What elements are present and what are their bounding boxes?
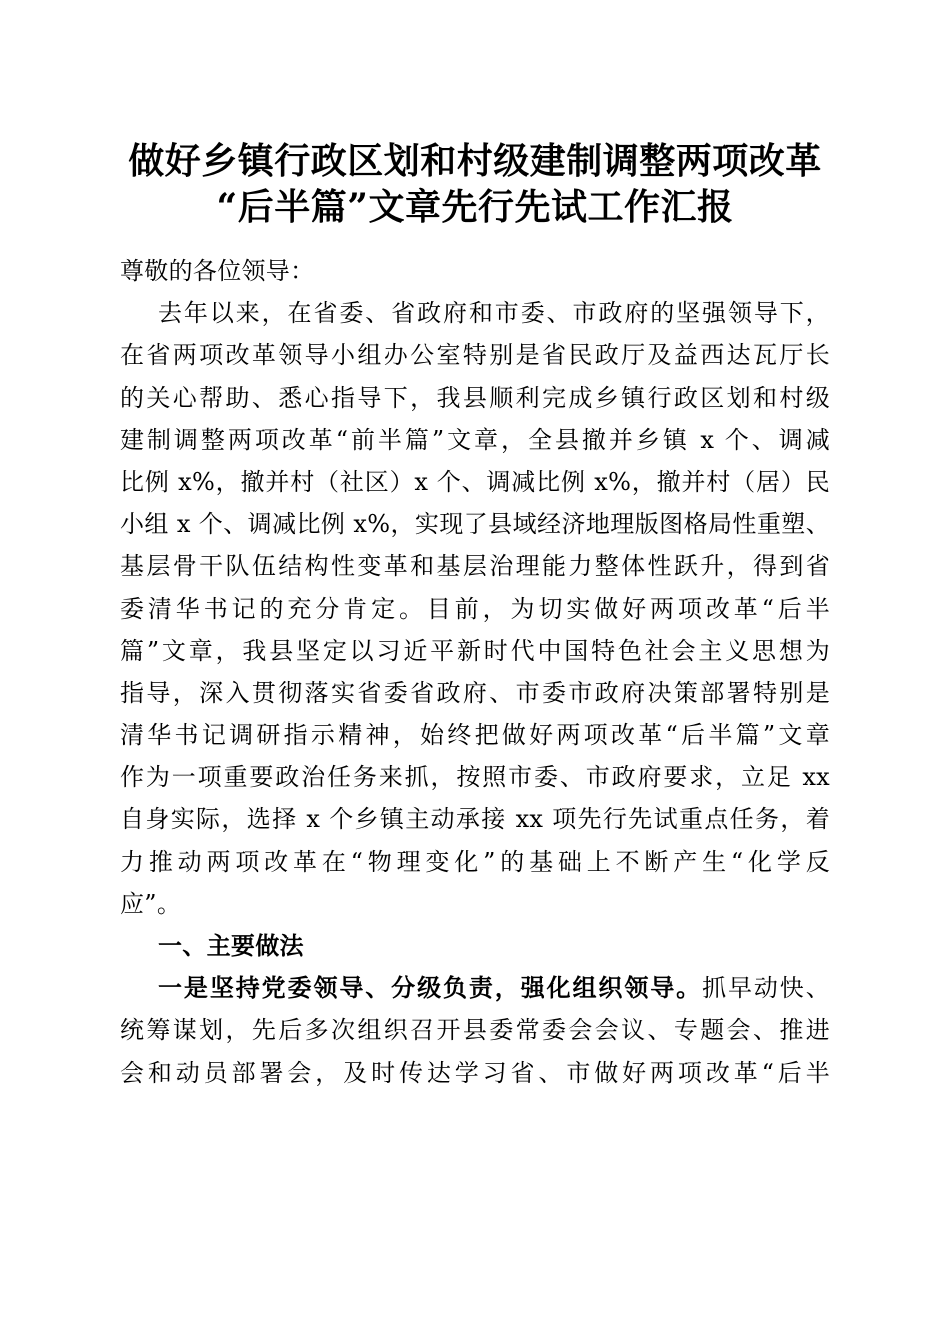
- paragraph-line: 建制调整两项改革“前半篇”文章，全县撤并乡镇 x 个、调减: [120, 425, 830, 454]
- document-body: [120, 250, 830, 1094]
- paragraph-line: 统筹谋划，先后多次组织召开县委常委会会议、专题会、推进: [120, 1016, 830, 1045]
- paragraph-2: [120, 967, 830, 1094]
- paragraph-line: 应”。: [120, 889, 182, 918]
- paragraph-line: 作为一项重要政治任务来抓，按照市委、市政府要求，立足 xx: [120, 763, 830, 792]
- paragraph-line: 在省两项改革领导小组办公室特别是省民政厅及益西达瓦厅长: [120, 341, 830, 370]
- paragraph-line: 的关心帮助、悉心指导下，我县顺利完成乡镇行政区划和村级: [120, 383, 830, 412]
- paragraph-line: 篇”文章，我县坚定以习近平新时代中国特色社会主义思想为: [120, 636, 830, 665]
- paragraph-line: 去年以来，在省委、省政府和市委、市政府的坚强领导下，: [158, 299, 830, 328]
- paragraph-line: 会和动员部署会，及时传达学习省、市做好两项改革“后半: [120, 1058, 830, 1087]
- document-title-line-1: 做好乡镇行政区划和村级建制调整两项改革: [128, 140, 822, 182]
- document-title-line-2: “后半篇”文章先行先试工作汇报: [216, 186, 734, 228]
- paragraph-line: 委清华书记的充分肯定。目前，为切实做好两项改革“后半: [120, 594, 830, 623]
- paragraph-line: 小组 x 个、调减比例 x%，实现了县域经济地理版图格局性重塑、: [120, 510, 830, 539]
- salutation: 尊敬的各位领导：: [120, 257, 315, 285]
- section-heading: 一、主要做法: [158, 932, 304, 960]
- paragraph-1: [120, 292, 830, 925]
- paragraph-line: 力推动两项改革在“物理变化”的基础上不断产生“化学反: [120, 847, 830, 876]
- paragraph-lead-rest: 抓早动快、: [702, 974, 830, 1003]
- paragraph-line: [120, 967, 830, 1009]
- paragraph-line: 基层骨干队伍结构性变革和基层治理能力整体性跃升，得到省: [120, 552, 830, 581]
- paragraph-line: 自身实际，选择 x 个乡镇主动承接 xx 项先行先试重点任务，着: [120, 805, 830, 834]
- paragraph-line: 比例 x%，撤并村（社区）x 个、调减比例 x%，撤并村（居）民: [120, 467, 830, 496]
- paragraph-line: 指导，深入贯彻落实省委省政府、市委市政府决策部署特别是: [120, 678, 830, 707]
- paragraph-lead-bold: 一是坚持党委领导、分级负责，强化组织领导。: [158, 973, 703, 1003]
- paragraph-line: 清华书记调研指示精神，始终把做好两项改革“后半篇”文章: [120, 721, 830, 750]
